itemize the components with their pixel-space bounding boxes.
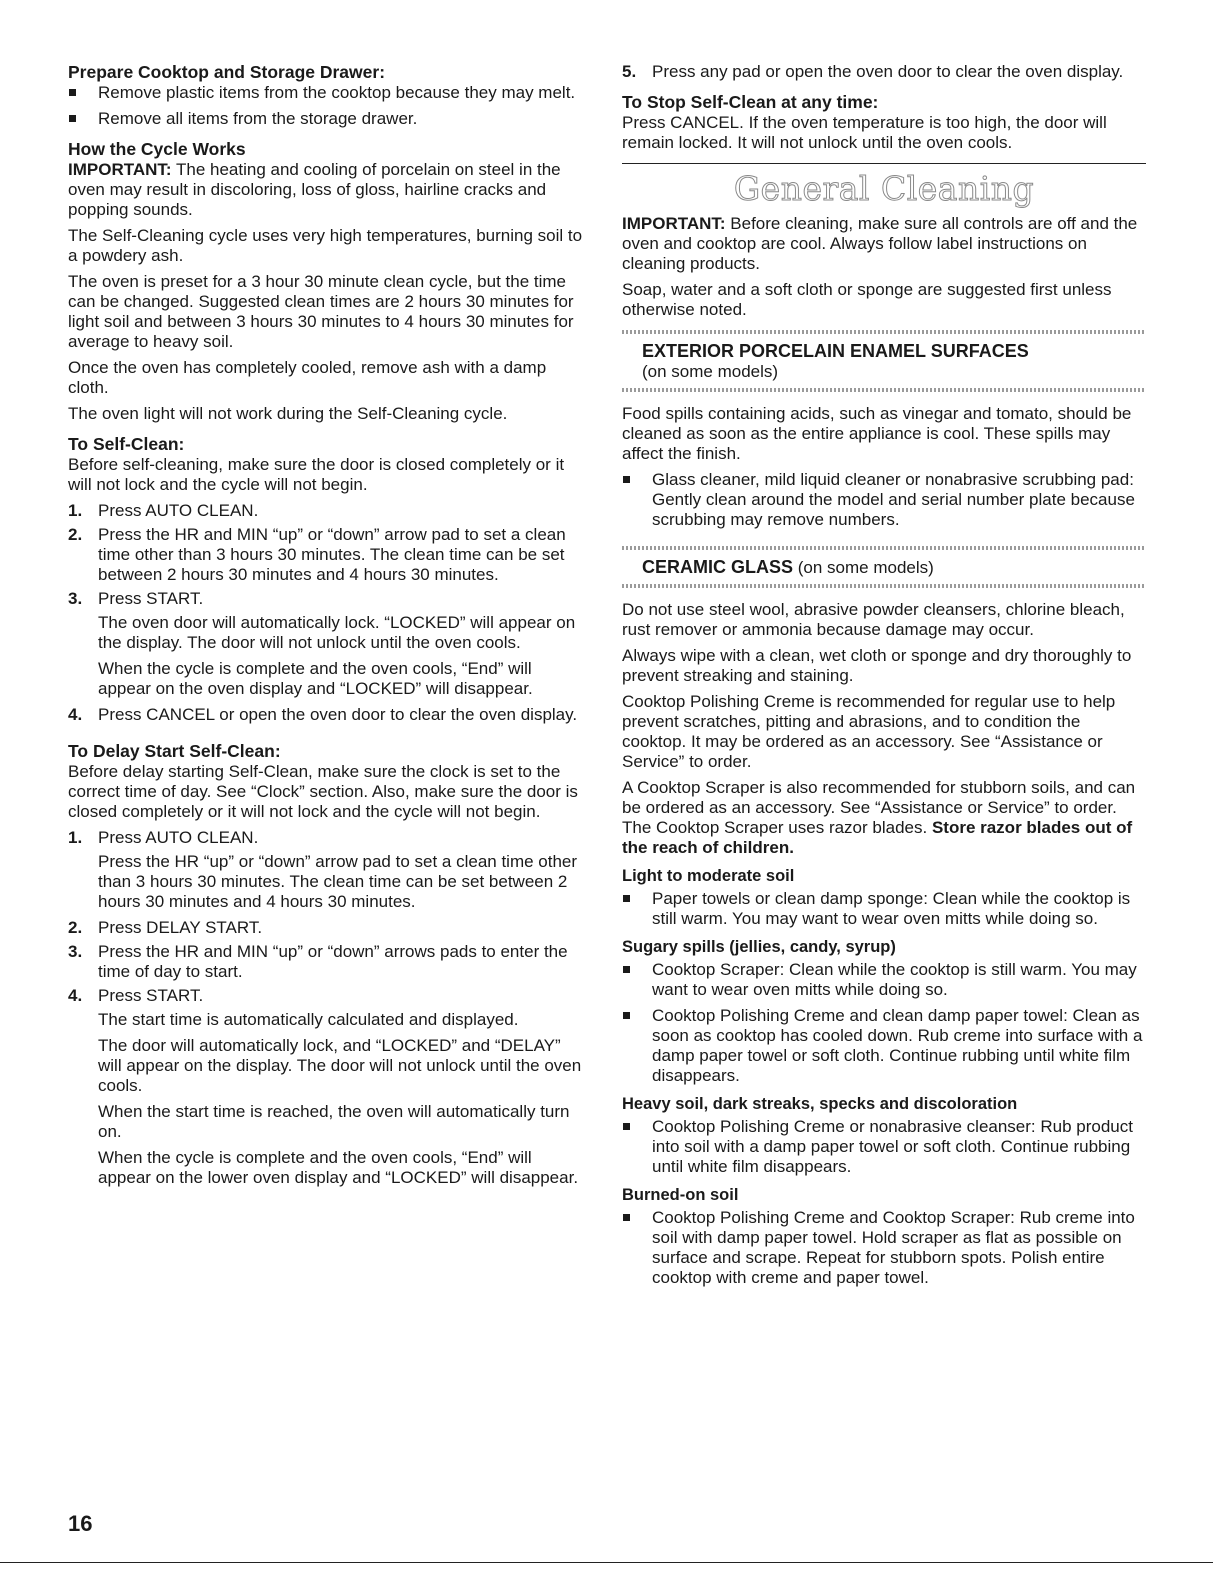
self-clean-intro: Before self-cleaning, make sure the door is closed completely or it will not lock and the cycle will not begin.: [68, 455, 565, 494]
delay-heading: To Delay Start Self-Clean:: [68, 741, 281, 761]
step-detail: When the start time is reached, the oven will automatically turn on.: [98, 1102, 570, 1141]
step-detail: When the cycle is complete and the oven cools, “End” will appear on the oven display and “LOCKED” will disappear.: [98, 659, 533, 698]
important-label: IMPORTANT:: [68, 160, 172, 179]
cycle-important: [68, 160, 588, 220]
self-clean-step: [68, 589, 588, 609]
section-divider: [622, 163, 1146, 164]
light-soil-bullet: Paper towels or clean damp sponge: Clean while the cooktop is still warm. You may want to wear oven mitts while doing so.: [622, 889, 1146, 929]
step-text: Press DELAY START.: [98, 918, 263, 937]
cycle-paragraph: The oven light will not work during the Self-Cleaning cycle.: [68, 404, 508, 423]
prepare-heading: Prepare Cooktop and Storage Drawer:: [68, 62, 386, 82]
delay-intro: Before delay starting Self-Clean, make sure the clock is set to the correct time of day. See “Clock” section. Also, make sure the door is closed completely or it will not lock and the cycle will not begin.: [68, 762, 578, 821]
cycle-paragraph: The Self-Cleaning cycle uses very high temperatures, burning soil to a powdery ash.: [68, 226, 583, 265]
exterior-note: (on some models): [642, 362, 779, 381]
footer-rule: [0, 1562, 1213, 1563]
important-label: IMPORTANT:: [622, 214, 726, 233]
step-text: Press any pad or open the oven door to clear the oven display.: [652, 62, 1124, 81]
step-text: Press AUTO CLEAN.: [98, 501, 259, 520]
important-text: The heating and cooling of porcelain on steel in the oven may result in discoloring, loss of gloss, hairline cracks and popping sounds.: [68, 160, 561, 219]
step-number: 1.: [68, 828, 83, 847]
stop-heading: To Stop Self-Clean at any time:: [622, 92, 879, 112]
delay-step: [68, 986, 588, 1006]
ceramic-paragraph: Cooktop Polishing Creme is recommended for regular use to help prevent scratches, pitting and abrasions, and to condition the cooktop. It may be ordered as an accessory. See “Assistance or Service” to order.: [622, 692, 1116, 771]
light-soil-heading: Light to moderate soil: [622, 867, 795, 885]
delay-step: [68, 942, 588, 982]
self-clean-step: [68, 525, 588, 585]
step-detail: Press the HR “up” or “down” arrow pad to set a clean time other than 3 hours 30 minutes. The clean time can be set between 2 hours 30 minutes and 4 hours 30 minutes.: [98, 852, 578, 911]
step-detail: The start time is automatically calculated and displayed.: [98, 1010, 519, 1029]
ceramic-scraper: [622, 778, 1146, 858]
ceramic-paragraph: Always wipe with a clean, wet cloth or sponge and dry thoroughly to prevent streaking and staining.: [622, 646, 1132, 685]
band-divider: [622, 388, 1146, 392]
step-text: Press AUTO CLEAN.: [98, 828, 259, 847]
step-number: 3.: [68, 589, 83, 608]
self-clean-heading: To Self-Clean:: [68, 434, 185, 454]
delay-step: [68, 918, 588, 938]
ceramic-band: [622, 550, 1146, 584]
burned-soil-heading: Burned-on soil: [622, 1186, 739, 1204]
step-number: 4.: [68, 705, 83, 724]
ceramic-paragraph: Do not use steel wool, abrasive powder cleansers, chlorine bleach, rust remover or ammonia because damage may occur.: [622, 600, 1125, 639]
burned-soil-bullet: Cooktop Polishing Creme and Cooktop Scraper: Rub creme into soil with damp paper towel. Hold scraper as flat as possible on surface and scrape. Repeat for stubborn spots. Polish entire cooktop with creme and paper towel.: [622, 1208, 1146, 1288]
step-number: 5.: [622, 62, 637, 81]
exterior-band: [622, 334, 1146, 388]
cycle-paragraph: Once the oven has completely cooled, remove ash with a damp cloth.: [68, 358, 547, 397]
step-text: Press START.: [98, 986, 204, 1005]
prepare-bullet: Remove all items from the storage drawer.: [68, 109, 588, 129]
band-divider: [622, 584, 1146, 588]
step-number: 4.: [68, 986, 83, 1005]
cycle-heading: How the Cycle Works: [68, 139, 246, 159]
self-clean-step: [68, 705, 588, 725]
step-number: 1.: [68, 501, 83, 520]
general-cleaning-title: General Cleaning: [733, 169, 1035, 208]
general-soap: Soap, water and a soft cloth or sponge are suggested first unless otherwise noted.: [622, 280, 1112, 319]
step-number: 2.: [68, 918, 83, 937]
exterior-text: Food spills containing acids, such as vinegar and tomato, should be cleaned as soon as the entire appliance is cool. These spills may affect the finish.: [622, 404, 1132, 463]
step-number: 3.: [68, 942, 83, 961]
step-text: Press START.: [98, 589, 204, 608]
sugary-spills-bullet: Cooktop Polishing Creme and clean damp paper towel: Clean as soon as cooktop has cooled down. Rub creme into surface with a damp paper towel or soft cloth. Continue rubbing until white film disappears.: [622, 1006, 1146, 1086]
prepare-bullet: Remove plastic items from the cooktop because they may melt.: [68, 83, 588, 103]
delay-step: [68, 828, 588, 848]
self-clean-step: [68, 501, 588, 521]
step-number: 2.: [68, 525, 83, 544]
cycle-paragraph: The oven is preset for a 3 hour 30 minute clean cycle, but the time can be changed. Suggested clean times are 2 hours 30 minutes for light soil and between 3 hours 30 minutes to 4 hours 30 minutes for average to heavy soil.: [68, 272, 574, 351]
heavy-soil-bullet: Cooktop Polishing Creme or nonabrasive cleanser: Rub product into soil with a damp paper towel or soft cloth. Continue rubbing until white film disappears.: [622, 1117, 1146, 1177]
step-detail: The oven door will automatically lock. “LOCKED” will appear on the display. The door will not unlock until the oven cools.: [98, 613, 576, 652]
step-text: Press the HR and MIN “up” or “down” arrows pads to enter the time of day to start.: [98, 942, 568, 981]
sugary-spills-bullet: Cooktop Scraper: Clean while the cooktop is still warm. You may want to wear oven mitts while doing so.: [622, 960, 1146, 1000]
step-text: Press the HR and MIN “up” or “down” arrow pad to set a clean time other than 3 hours 30 minutes. The clean time can be set between 2 hours 30 minutes and 4 hours 30 minutes.: [98, 525, 566, 584]
scraper-warning: Store razor blades out of the reach of children.: [622, 818, 1133, 857]
step-detail: When the cycle is complete and the oven cools, “End” will appear on the lower oven display and “LOCKED” will disappear.: [98, 1148, 579, 1187]
heavy-soil-heading: Heavy soil, dark streaks, specks and discoloration: [622, 1095, 1018, 1113]
general-important: [622, 214, 1146, 274]
exterior-bullet: Glass cleaner, mild liquid cleaner or nonabrasive scrubbing pad: Gently clean around the model and serial number plate because scrubbing may remove numbers.: [622, 470, 1146, 530]
page-number: 16: [68, 1511, 93, 1536]
ceramic-note: (on some models): [793, 558, 934, 577]
scraper-text: A Cooktop Scraper is also recommended for stubborn soils, and can be ordered as an accessory. See “Assistance or Service” to order. The Cooktop Scraper uses razor blades.: [622, 778, 1136, 837]
ceramic-title: CERAMIC GLASS: [642, 557, 794, 577]
step-detail: The door will automatically lock, and “LOCKED” and “DELAY” will appear on the display. The door will not unlock until the oven cools.: [98, 1036, 582, 1095]
right-column: [622, 62, 1146, 1294]
stop-text: Press CANCEL. If the oven temperature is too high, the door will remain locked. It will not unlock until the oven cools.: [622, 113, 1107, 152]
exterior-title: EXTERIOR PORCELAIN ENAMEL SURFACES: [642, 341, 1029, 361]
important-text: Before cleaning, make sure all controls are off and the oven and cooktop are cool. Always follow label instructions on cleaning products.: [622, 214, 1138, 273]
step-text: Press CANCEL or open the oven door to clear the oven display.: [98, 705, 578, 724]
sugary-spills-heading: Sugary spills (jellies, candy, syrup): [622, 938, 896, 956]
self-clean-step: [622, 62, 1146, 82]
left-column: [68, 62, 588, 1194]
